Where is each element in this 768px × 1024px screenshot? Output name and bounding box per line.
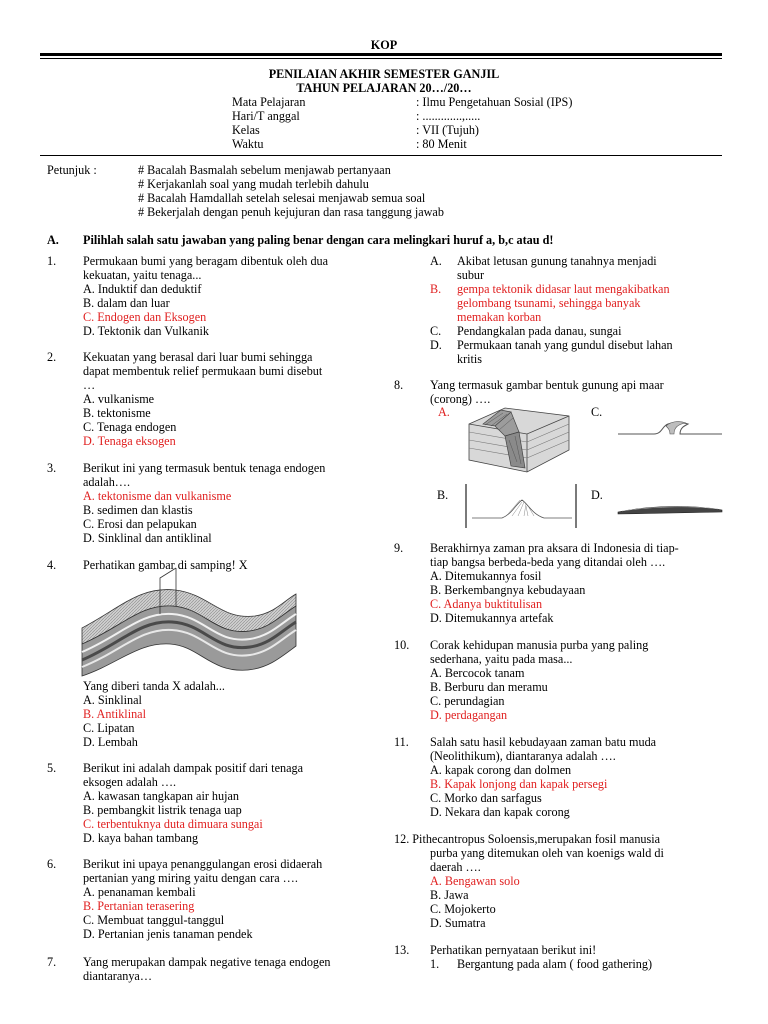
option-d[interactable]: D. Sumatra bbox=[430, 916, 486, 930]
info-label-subject: Mata Pelajaran bbox=[232, 95, 306, 109]
option-a-answer[interactable]: A. tektonisme dan vulkanisme bbox=[83, 489, 232, 503]
info-label-date: Hari/T anggal bbox=[232, 109, 300, 123]
option-text: Pendangkalan pada danau, sungai bbox=[457, 324, 622, 338]
question-text: tiap bangsa berbeda-beda yang ditandai oleh …. bbox=[430, 555, 666, 569]
option-d[interactable]: D. kaya bahan tambang bbox=[83, 831, 199, 845]
section-letter: A. bbox=[47, 233, 59, 247]
option-a-answer[interactable]: A. bbox=[438, 405, 450, 419]
info-label-class: Kelas bbox=[232, 123, 260, 137]
question-text: Berikut ini yang termasuk bentuk tenaga endogen bbox=[83, 461, 326, 475]
question-text: Permukaan bumi yang beragam dibentuk oleh dua bbox=[83, 254, 329, 268]
option-d[interactable]: D. Ditemukannya artefak bbox=[430, 611, 554, 625]
option-a[interactable]: A. penanaman kembali bbox=[83, 885, 196, 899]
question-text: adalah…. bbox=[83, 475, 131, 489]
question-number: 11. bbox=[394, 735, 409, 749]
question-text: Perhatikan gambar di samping! X bbox=[83, 558, 248, 572]
option-d[interactable]: D. Nekara dan kapak corong bbox=[430, 805, 570, 819]
instructions-label: Petunjuk : bbox=[47, 163, 97, 177]
info-value-class: : VII (Tujuh) bbox=[416, 123, 479, 137]
option-c[interactable]: C. Tenaga endogen bbox=[83, 420, 177, 434]
option-a[interactable]: A. kapak corong dan dolmen bbox=[430, 763, 572, 777]
question-number: 5. bbox=[47, 761, 57, 775]
option-d[interactable]: D. Sinklinal dan antiklinal bbox=[83, 531, 212, 545]
question-text: (Neolithikum), diantaranya adalah …. bbox=[430, 749, 616, 763]
question-number: 6. bbox=[47, 857, 57, 871]
question-text: Berikut ini adalah dampak positif dari tenaga bbox=[83, 761, 303, 775]
question-text: Berikut ini upaya penanggulangan erosi didaerah bbox=[83, 857, 323, 871]
option-c[interactable]: C. perundagian bbox=[430, 694, 505, 708]
option-text: Akibat letusan gunung tanahnya menjadi bbox=[457, 254, 657, 268]
option-a[interactable]: A. Sinklinal bbox=[83, 693, 142, 707]
question-text: Yang merupakan dampak negative tenaga endogen bbox=[83, 955, 331, 969]
option-d-answer[interactable]: D. Tenaga eksogen bbox=[83, 434, 176, 448]
question-number: 10. bbox=[394, 638, 410, 652]
option-b-answer[interactable]: B. Pertanian terasering bbox=[83, 899, 195, 913]
question-text: Yang termasuk gambar bentuk gunung api maar bbox=[430, 378, 664, 392]
question-text: … bbox=[83, 378, 96, 392]
header-rule-thick bbox=[40, 53, 722, 56]
instructions-list bbox=[138, 163, 444, 219]
option-c[interactable]: C. Mojokerto bbox=[430, 902, 496, 916]
option-d[interactable]: D. bbox=[591, 488, 603, 502]
option-d[interactable]: D. Lembah bbox=[83, 735, 138, 749]
question-text: Perhatikan pernyataan berikut ini! bbox=[430, 943, 597, 957]
question-number: 13. bbox=[394, 943, 410, 957]
option-d[interactable]: D. Tektonik dan Vulkanik bbox=[83, 324, 209, 338]
option-c-answer[interactable]: C. Endogen dan Eksogen bbox=[83, 310, 207, 324]
option-a[interactable]: A. Bercocok tanam bbox=[430, 666, 525, 680]
instruction-item: # Bacalah Basmalah sebelum menjawab pertanyaan bbox=[138, 163, 391, 177]
option-text: Permukaan tanah yang gundul disebut lahan bbox=[457, 338, 673, 352]
exam-title: PENILAIAN AKHIR SEMESTER GANJIL bbox=[268, 67, 500, 81]
question-text: purba yang ditemukan oleh van koenigs wald di bbox=[430, 846, 664, 860]
option-c-answer[interactable]: C. Adanya buktitulisan bbox=[430, 597, 543, 611]
option-b[interactable]: B. pembangkit listrik tenaga uap bbox=[83, 803, 242, 817]
question-text: (corong) …. bbox=[430, 392, 491, 406]
option-b-answer[interactable]: B. Antiklinal bbox=[83, 707, 146, 721]
volcano-maar-diagram bbox=[465, 402, 573, 474]
question-text: eksogen adalah …. bbox=[83, 775, 177, 789]
question-text: pertanian yang miring yaitu dengan cara …. bbox=[83, 871, 298, 885]
question-text: Salah satu hasil kebudayaan zaman batu muda bbox=[430, 735, 657, 749]
option-text: memakan korban bbox=[457, 310, 542, 324]
option-text: gelombang tsunami, sehingga banyak bbox=[457, 296, 641, 310]
question-text: Corak kehidupan manusia purba yang paling bbox=[430, 638, 649, 652]
question-number: 3. bbox=[47, 461, 57, 475]
instruction-item: # Kerjakanlah soal yang mudah terlebih dahulu bbox=[138, 177, 369, 191]
kop-label: KOP bbox=[370, 38, 398, 52]
option-c[interactable]: C. Erosi dan pelapukan bbox=[83, 517, 197, 531]
option-a[interactable]: A. Ditemukannya fosil bbox=[430, 569, 542, 583]
option-letter: A. bbox=[430, 254, 442, 268]
option-letter: D. bbox=[430, 338, 442, 352]
question-number: 9. bbox=[394, 541, 404, 555]
question-text: sederhana, yaitu pada masa... bbox=[430, 652, 573, 666]
option-d[interactable]: D. Pertanian jenis tanaman pendek bbox=[83, 927, 253, 941]
volcano-option-b-diagram bbox=[462, 484, 580, 528]
option-a[interactable]: A. vulkanisme bbox=[83, 392, 155, 406]
statement-number: 1. bbox=[430, 957, 440, 971]
question-number: 7. bbox=[47, 955, 57, 969]
section-instruction: Pilihlah salah satu jawaban yang paling benar dengan cara melingkari huruf a, b,c atau d! bbox=[83, 233, 554, 247]
question-text: Yang diberi tanda X adalah... bbox=[83, 679, 225, 693]
info-rule bbox=[40, 155, 722, 156]
option-d-answer[interactable]: D. perdagangan bbox=[430, 708, 508, 722]
volcano-option-c-diagram bbox=[618, 414, 722, 442]
volcano-option-d-diagram bbox=[618, 496, 722, 518]
question-text: kekuatan, yaitu tenaga... bbox=[83, 268, 202, 282]
question-text: Berakhirnya zaman pra aksara di Indonesia di tiap- bbox=[430, 541, 679, 555]
option-b[interactable]: B. Berkembangnya kebudayaan bbox=[430, 583, 586, 597]
instruction-item: # Bekerjalah dengan penuh kejujuran dan rasa tanggung jawab bbox=[138, 205, 444, 219]
option-text: gempa tektonik didasar laut mengakibatkan bbox=[457, 282, 670, 296]
option-a[interactable]: A. Induktif dan deduktif bbox=[83, 282, 202, 296]
question-text: Kekuatan yang berasal dari luar bumi sehingga bbox=[83, 350, 313, 364]
option-c[interactable]: C. Membuat tanggul-tanggul bbox=[83, 913, 225, 927]
question-number: 4. bbox=[47, 558, 57, 572]
info-value-date: : .............,..... bbox=[416, 109, 481, 123]
fold-illustration bbox=[80, 576, 298, 678]
info-value-subject: : Ilmu Pengetahuan Sosial (IPS) bbox=[416, 95, 573, 109]
option-c-answer[interactable]: C. terbentuknya duta dimuara sungai bbox=[83, 817, 263, 831]
info-value-time: : 80 Menit bbox=[416, 137, 467, 151]
option-letter: C. bbox=[430, 324, 442, 338]
option-a[interactable]: A. kawasan tangkapan air hujan bbox=[83, 789, 240, 803]
option-b[interactable]: B. Jawa bbox=[430, 888, 469, 902]
question-text: diantaranya… bbox=[83, 969, 153, 983]
header-rule-thin bbox=[40, 58, 722, 59]
question-number: 2. bbox=[47, 350, 57, 364]
question-text: daerah …. bbox=[430, 860, 481, 874]
option-text: subur bbox=[457, 268, 485, 282]
option-a-answer[interactable]: A. Bengawan solo bbox=[430, 874, 520, 888]
statement-text: Bergantung pada alam ( food gathering) bbox=[457, 957, 653, 971]
option-text: kritis bbox=[457, 352, 483, 366]
info-label-time: Waktu bbox=[232, 137, 264, 151]
instruction-item: # Bacalah Hamdallah setelah selesai menjawab semua soal bbox=[138, 191, 426, 205]
option-letter: B. bbox=[430, 282, 442, 296]
exam-year: TAHUN PELAJARAN 20…/20… bbox=[296, 81, 472, 95]
option-c[interactable]: C. Lipatan bbox=[83, 721, 135, 735]
option-b[interactable]: B. dalam dan luar bbox=[83, 296, 170, 310]
option-b[interactable]: B. Berburu dan meramu bbox=[430, 680, 548, 694]
option-c[interactable]: C. bbox=[591, 405, 603, 419]
option-b-answer[interactable]: B. Kapak lonjong dan kapak persegi bbox=[430, 777, 608, 791]
question-text: 12. Pithecantropus Soloensis,merupakan fosil manusia bbox=[394, 832, 661, 846]
question-text: dapat membentuk relief permukaan bumi disebut bbox=[83, 364, 323, 378]
option-b[interactable]: B. tektonisme bbox=[83, 406, 151, 420]
option-c[interactable]: C. Morko dan sarfagus bbox=[430, 791, 542, 805]
question-number: 8. bbox=[394, 378, 404, 392]
question-number: 1. bbox=[47, 254, 57, 268]
option-b[interactable]: B. bbox=[437, 488, 449, 502]
option-b[interactable]: B. sedimen dan klastis bbox=[83, 503, 193, 517]
